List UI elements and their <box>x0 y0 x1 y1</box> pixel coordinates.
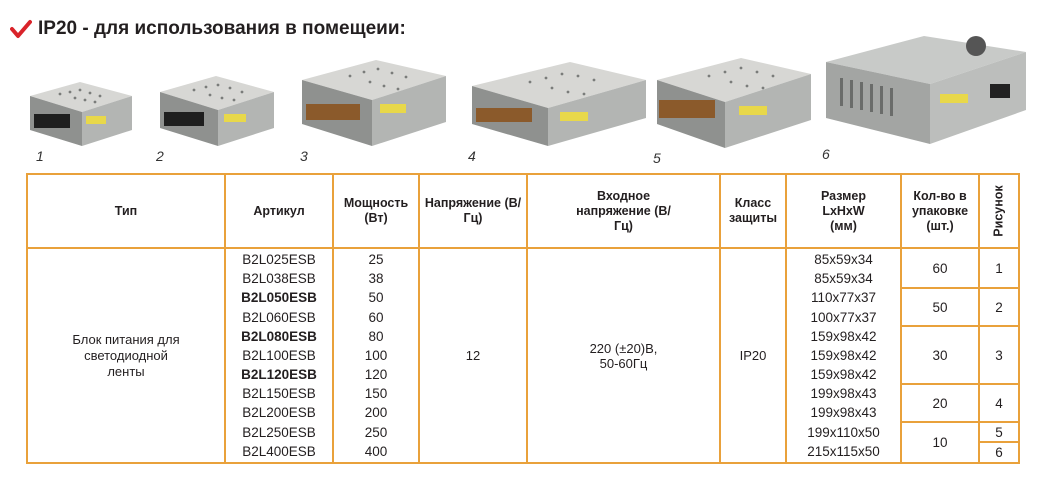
heading <box>10 16 406 42</box>
figure-list <box>980 249 1018 462</box>
power-item: 150 <box>364 386 388 402</box>
protection-cell: IP20 <box>720 248 786 463</box>
article-item: B2L050ESB <box>241 290 317 306</box>
size-item: 199x98x43 <box>810 386 877 402</box>
article-cell <box>225 248 333 463</box>
power-item: 400 <box>364 443 388 459</box>
header-type: Тип <box>27 174 225 248</box>
power-item: 38 <box>368 271 384 287</box>
power-list <box>334 250 418 461</box>
product-photo-6 <box>820 32 1030 162</box>
heading-title: IP20 - для использования в помещеии: <box>38 18 406 39</box>
product-photos <box>0 44 1051 168</box>
size-item: 85x59x34 <box>814 251 873 267</box>
size-item: 199x98x43 <box>810 405 877 421</box>
figure-item: 6 <box>995 445 1003 460</box>
pack-cell <box>901 248 979 463</box>
article-item: B2L080ESB <box>241 328 317 344</box>
header-pack: Кол-во в упаковке (шт.) <box>901 174 979 248</box>
size-cell <box>786 248 901 463</box>
size-item: 159x98x42 <box>810 347 877 363</box>
size-item: 100x77x37 <box>810 309 877 325</box>
figure-item: 3 <box>980 327 1018 385</box>
article-list <box>226 250 332 461</box>
header-input: Входное напряжение (В/Гц) <box>527 174 720 248</box>
figure-item: 4 <box>980 385 1018 423</box>
pack-list <box>902 249 978 462</box>
product-photo-3 <box>290 54 450 164</box>
figure-item: 1 <box>980 249 1018 289</box>
power-cell <box>333 248 419 463</box>
power-item: 250 <box>364 424 388 440</box>
header-voltage: Напряжение (В/Гц) <box>419 174 527 248</box>
pack-item: 60 <box>902 249 978 289</box>
size-item: 159x98x42 <box>810 367 877 383</box>
photo-number: 1 <box>36 148 44 164</box>
size-item: 110x77x37 <box>810 290 877 306</box>
photo-number: 3 <box>300 148 308 164</box>
article-item: B2L025ESB <box>242 251 316 267</box>
photo-number: 2 <box>156 148 164 164</box>
header-size: Размер LxHxW (мм) <box>786 174 901 248</box>
spec-table <box>26 173 1020 464</box>
article-item: B2L150ESB <box>242 386 316 402</box>
power-item: 25 <box>368 251 384 267</box>
input-cell: 220 (±20)В, 50-60Гц <box>527 248 720 463</box>
power-item: 120 <box>364 367 388 383</box>
pack-item: 30 <box>902 327 978 385</box>
size-item: 199x110x50 <box>807 424 880 440</box>
power-item: 100 <box>364 347 388 363</box>
figure-cell <box>979 248 1019 463</box>
size-list <box>787 250 900 461</box>
size-item: 159x98x42 <box>810 328 877 344</box>
photo-number: 6 <box>822 146 830 162</box>
pack-item: 20 <box>902 385 978 423</box>
photo-number: 5 <box>653 150 661 166</box>
product-photo-2 <box>150 68 278 164</box>
article-item: B2L100ESB <box>242 347 316 363</box>
article-item: B2L200ESB <box>242 405 316 421</box>
article-item: B2L250ESB <box>242 424 316 440</box>
power-item: 200 <box>364 405 388 421</box>
size-item: 85x59x34 <box>814 271 873 287</box>
pack-item: 10 <box>932 435 948 450</box>
figure-item: 5 <box>980 423 1018 443</box>
power-item: 80 <box>368 328 384 344</box>
pack-item: 50 <box>902 289 978 327</box>
header-article: Артикул <box>225 174 333 248</box>
header-protection: Класс защиты <box>720 174 786 248</box>
header-power: Мощность (Вт) <box>333 174 419 248</box>
header-figure: Рисунок <box>979 174 1019 248</box>
product-photo-5 <box>645 52 815 166</box>
article-item: B2L038ESB <box>242 271 316 287</box>
type-cell: Блок питания для светодиодной ленты <box>27 248 225 463</box>
size-item: 215x115x50 <box>807 443 880 459</box>
product-photo-1 <box>20 74 136 164</box>
article-item: B2L060ESB <box>242 309 316 325</box>
power-item: 60 <box>368 309 384 325</box>
article-item: B2L120ESB <box>241 367 317 383</box>
voltage-cell: 12 <box>419 248 527 463</box>
photo-number: 4 <box>468 148 476 164</box>
product-photo-4 <box>460 56 650 164</box>
article-item: B2L400ESB <box>242 443 316 459</box>
header-row <box>27 174 1019 248</box>
power-item: 50 <box>368 290 384 306</box>
checkmark-icon <box>10 19 32 39</box>
data-row <box>27 248 1019 463</box>
figure-item: 2 <box>980 289 1018 327</box>
